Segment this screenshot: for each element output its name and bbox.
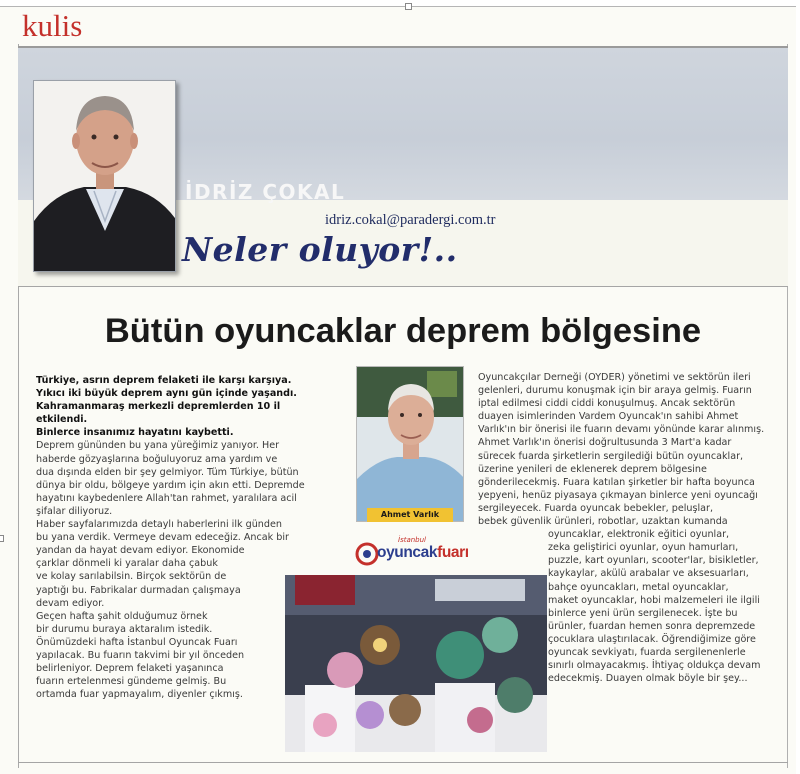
body-line: puzzle, kart oyunları, scooter'lar, bisikletler,	[548, 555, 759, 567]
body-line: bu yana verdik. Vermeye devam edeceğiz. Ancak bir	[36, 532, 289, 544]
body-line: dua dışında elden bir şey gelmiyor. Tüm Türkiye, bütün	[36, 466, 299, 478]
body-line: yandan da hayat devam ediyor. Ekonomide	[36, 545, 245, 557]
body-line: yaptığı bu. Fabrikalar durmadan çalışmaya	[36, 584, 241, 596]
body-line: maket oyuncaklar, hobi malzemeleri ile ilgili	[548, 594, 760, 606]
body-line: çarklar dönmeli ki yaralar daha çabuk	[36, 558, 218, 570]
body-line: binlerce yeni ürün sergilenecek. İşte bu	[548, 607, 738, 619]
fair-logo-prefix: İstanbul	[398, 536, 427, 544]
body-line: bir durumu buraya aktaralım istedik.	[36, 623, 213, 635]
ahmet-varlik-photo	[356, 366, 464, 522]
lead-line: Kahramanmaraş merkezli depremlerden 10 il etkilendi.	[36, 401, 281, 426]
body-line: Haber sayfalarımızda detaylı haberlerini ilk günden	[36, 519, 282, 531]
body-line: sergileyecek. Fuarda oyuncak bebekler, peluşlar,	[478, 502, 714, 514]
body-line: oyuncak sevkiyatı, fuarda sergilenenlerle	[548, 646, 746, 658]
body-line: gönderilecekmiş. Fuara katılan şirketler bir hafta boyunca	[478, 476, 755, 488]
column-title: Neler oluyor!..	[182, 230, 458, 269]
body-line: Varlık'ın bir önerisi ile fuarın devamı yönünde karar alınmış.	[478, 424, 765, 436]
author-name: İDRİZ ÇOKAL	[185, 180, 346, 204]
body-line: Ahmet Varlık'ın önerisi doğrultusunda 3 Mart'a kadar	[478, 437, 732, 449]
article-left-column	[36, 374, 326, 701]
body-line: haberde gözyaşlarına boğuluyoruz ama yardım ve	[36, 453, 278, 465]
fair-logo-word-2: fuarı	[437, 544, 469, 561]
section-title: kulis	[22, 8, 83, 43]
body-line: şifalar diliyoruz.	[36, 505, 113, 517]
body-line: iptal edilmesi ciddi ciddi konuşulmuş. Ancak sektörün	[478, 398, 736, 410]
scan-corner-marker	[405, 3, 412, 10]
body-line: kaykaylar, akülü arabalar ve aksesuarları,	[548, 568, 749, 580]
body-line: belirleniyor. Deprem felaketi yaşanınca	[36, 663, 224, 675]
section-rule	[18, 46, 788, 48]
body-line: yepyeni, henüz piyasaya çıkmayan binlerce yeni oyuncağı	[478, 489, 758, 501]
body-line: bebek güvenlik ürünleri, robotlar, uzaktan kumanda	[478, 516, 728, 528]
body-line: Geçen hafta şahit olduğumuz örnek	[36, 610, 208, 622]
body-line: Önümüzdeki hafta İstanbul Oyuncak Fuarı	[36, 636, 238, 648]
body-line: hayatını kaybedenlere Allah'tan rahmet, yaralılara acil	[36, 492, 297, 504]
photo-caption: Ahmet Varlık	[367, 508, 453, 522]
body-line: sürecek fuarda şirketlerin sergilediği bütün oyuncaklar,	[478, 450, 744, 462]
body-line: bahçe oyuncakları, metal oyuncaklar,	[548, 581, 729, 593]
body-line: devam ediyor.	[36, 597, 105, 609]
body-line: çocuklara ulaştırılacak. Öğrendiğimize göre	[548, 633, 756, 645]
article-headline: Bütün oyuncaklar deprem bölgesine	[104, 312, 702, 350]
body-line: duayen isimlerinden Vardem Oyuncak'ın sahibi Ahmet	[478, 411, 739, 423]
toy-fair-photo	[285, 575, 547, 752]
body-line: ve kolay sarılabilsin. Birçok sektörün de	[36, 571, 227, 583]
scan-edge-marker	[0, 535, 4, 542]
author-photo	[33, 80, 176, 272]
fair-logo-mark-icon	[355, 542, 379, 566]
body-line: edecekmiş. Duayen olmak böyle bir şey...	[548, 673, 748, 685]
body-line: fuarın ertelenmesi gündeme gelmiş. Bu	[36, 676, 227, 688]
header-divider	[18, 286, 788, 287]
lead-line: Türkiye, asrın deprem felaketi ile karşı karşıya.	[36, 375, 292, 386]
body-line: sınırlı olmayacakmış. İhtiyaç oldukça devam	[548, 660, 761, 672]
body-line: ortamda fuar yapmayalım, diyenler çıkmış.	[36, 689, 243, 701]
author-email[interactable]: idriz.cokal@paradergi.com.tr	[325, 212, 496, 228]
lead-line: Binlerce insanımız hayatını kaybetti.	[36, 427, 234, 439]
fair-logo-word-1: oyuncak	[377, 544, 438, 561]
footer-rule	[18, 762, 788, 763]
body-line: oyuncaklar, elektronik eğitici oyunlar,	[548, 529, 730, 541]
body-line: üzerine yenileri de eklenerek deprem bölgesine	[478, 463, 707, 475]
lead-line: Yıkıcı iki büyük deprem aynı gün içinde yaşandı.	[36, 388, 297, 400]
body-line: dünya bir oldu, bölgeye yardım için akın etti. Depremde	[36, 479, 305, 491]
fair-logo-wordmark	[377, 544, 469, 562]
body-line: gelenleri, durumu konuşmak için bir araya gelmiş. Fuarın	[478, 385, 752, 397]
body-line: Deprem gününden bu yana yüreğimiz yanıyor. Her	[36, 440, 280, 452]
body-line: ürünler, fuardan hemen sonra depremzede	[548, 620, 756, 632]
body-line: Oyuncakçılar Derneği (OYDER) yönetimi ve sektörün ileri	[478, 372, 751, 383]
body-line: zeka geliştirici oyunlar, oyun hamurları,	[548, 542, 739, 554]
body-line: yapılacak. Bu fuarın takvimi bir yıl önceden	[36, 649, 245, 661]
